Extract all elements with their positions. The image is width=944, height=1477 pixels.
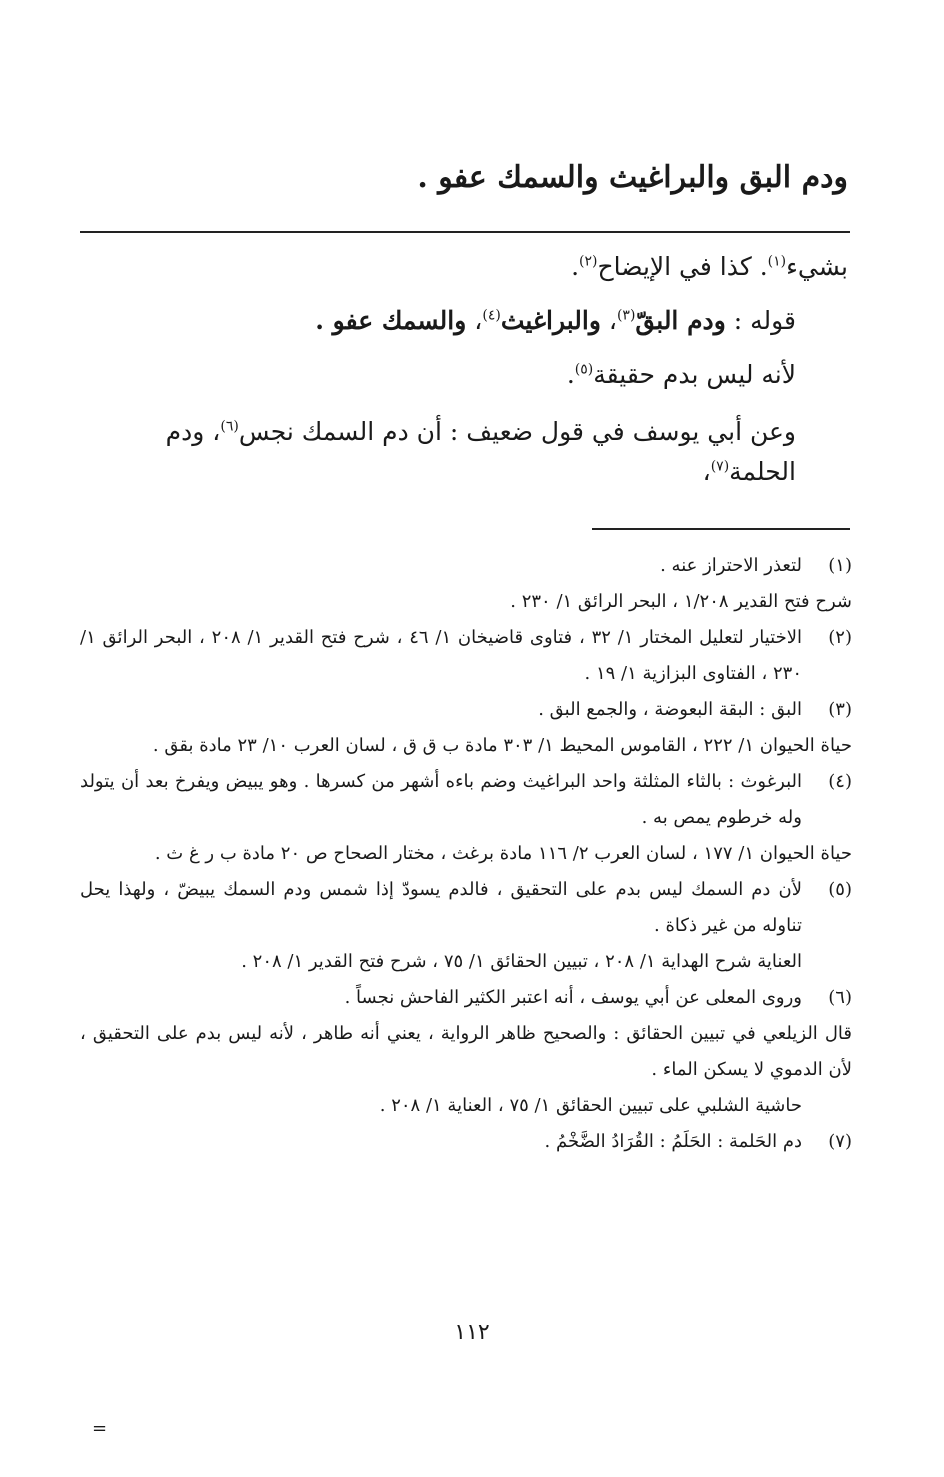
main-line-1-end: . xyxy=(571,252,580,281)
main-line-2-prefix: قوله : xyxy=(733,306,796,335)
main-line-3-end: . xyxy=(566,360,575,389)
main-text xyxy=(80,240,848,492)
footnote-text: وروى المعلى عن أبي يوسف ، أنه اعتبر الكثير الفاحش نجساً . xyxy=(344,987,802,1008)
footnote-text: لأن دم السمك ليس بدم على التحقيق ، فالدم يسودّ إذا شمس ودم السمك يبيضّ ، ولهذا يحل تناوله من غير ذكاة . xyxy=(80,879,802,936)
main-line-4-text: وعن أبي يوسف في قول ضعيف : أن دم السمك نجس xyxy=(238,417,796,446)
main-line-4-tail: ، xyxy=(702,457,711,486)
footnote-6 xyxy=(80,980,852,1124)
footnote-source: شرح فتح القدير ١/٢٠٨ ، البحر الرائق ١/ ٢٣٠ . xyxy=(510,591,852,612)
footnote-ref-2: (٢) xyxy=(579,253,598,270)
page-number: ١١٢ xyxy=(454,1320,490,1345)
footnote-ref-7: (٧) xyxy=(710,458,730,475)
main-line-3 xyxy=(80,348,848,402)
page-header xyxy=(80,158,848,198)
main-line-4 xyxy=(80,412,848,492)
footnote-source: العناية شرح الهداية ١/ ٢٠٨ ، تبيين الحقائق ١/ ٧٥ ، شرح فتح القدير ١/ ٢٠٨ . xyxy=(241,951,802,972)
footnote-ref-3: (٣) xyxy=(616,307,636,324)
footnote-number: (٣) xyxy=(828,699,852,720)
footnotes xyxy=(80,548,852,1160)
footnote-source: حياة الحيوان ١/ ٢٢٢ ، القاموس المحيط ١/ ٣٠٣ مادة ب ق ق ، لسان العرب ١٠/ ٢٣ مادة بقق . xyxy=(152,735,852,756)
continuation-mark: = xyxy=(92,1418,108,1439)
footnote-1 xyxy=(80,548,852,620)
main-line-2-bold-3: والسمك عفو . xyxy=(315,306,467,335)
footnotes-divider xyxy=(592,528,850,530)
footnote-7 xyxy=(80,1124,852,1160)
footnote-number: (٥) xyxy=(828,879,852,900)
footnote-extra: قال الزيلعي في تبيين الحقائق : والصحيح ظاهر الرواية ، يعني أنه طاهر ، لأنه ليس بدم على التحقيق ، لأن الدموي لا يسكن الماء . xyxy=(80,1023,852,1080)
footnote-source: حياة الحيوان ١/ ١٧٧ ، لسان العرب ٢/ ١١٦ مادة برغث ، مختار الصحاح ص ٢٠ مادة ب ر غ ث . xyxy=(154,843,852,864)
footnote-2 xyxy=(80,620,852,692)
footnote-3 xyxy=(80,692,852,764)
main-line-2-sep-1: ، xyxy=(608,306,617,335)
main-line-1-mid: . كذا في الإيضاح xyxy=(597,252,768,281)
footnote-ref-4: (٤) xyxy=(482,307,501,324)
footnote-ref-1: (١) xyxy=(767,253,787,270)
footnote-text: البرغوث : بالثاء المثلثة واحد البراغيث وضم باءه أشهر من كسرها . وهو يبيض ويفرخ بعد أن يتولد وله خرطوم يمص به . xyxy=(80,771,802,828)
footnote-5 xyxy=(80,872,852,980)
main-line-2-sep-2: ، xyxy=(474,306,483,335)
main-line-3-text: لأنه ليس بدم حقيقة xyxy=(593,360,796,389)
main-line-1 xyxy=(80,240,848,294)
main-line-1-text: بشيء xyxy=(786,252,848,281)
footnote-number: (١) xyxy=(828,555,852,576)
footnote-number: (٤) xyxy=(828,771,852,792)
footnote-number: (٢) xyxy=(828,627,852,648)
main-line-2-bold-1: ودم البقّ xyxy=(635,306,726,335)
footnote-number: (٧) xyxy=(828,1131,852,1152)
footnote-ref-5: (٥) xyxy=(574,361,594,378)
header-title: ودم البق والبراغيث والسمك عفو . xyxy=(417,160,848,195)
header-divider xyxy=(80,231,850,233)
footnote-source: حاشية الشلبي على تبيين الحقائق ١/ ٧٥ ، العناية ١/ ٢٠٨ . xyxy=(379,1095,802,1116)
main-line-2 xyxy=(80,294,848,348)
footnote-text: الاختيار لتعليل المختار ١/ ٣٢ ، فتاوى قاضيخان ١/ ٤٦ ، شرح فتح القدير ١/ ٢٠٨ ، البحر الرائق ١/ ٢٣٠ ، الفتاوى البزازية ١/ ١٩ . xyxy=(80,627,802,684)
main-line-4-end: ، ودم الحلمة xyxy=(165,417,796,486)
footnote-text: البق : البقة البعوضة ، والجمع البق . xyxy=(538,699,802,720)
footnote-number: (٦) xyxy=(828,987,852,1008)
footnote-4 xyxy=(80,764,852,872)
footnote-text: لتعذر الاحتراز عنه . xyxy=(660,555,802,576)
footnote-text: دم الحَلمة : الحَلَمُ : القُرَادُ الضَّخْمُ . xyxy=(544,1131,802,1152)
footnote-ref-6: (٦) xyxy=(220,418,239,435)
main-line-2-bold-2: والبراغيث xyxy=(500,306,601,335)
